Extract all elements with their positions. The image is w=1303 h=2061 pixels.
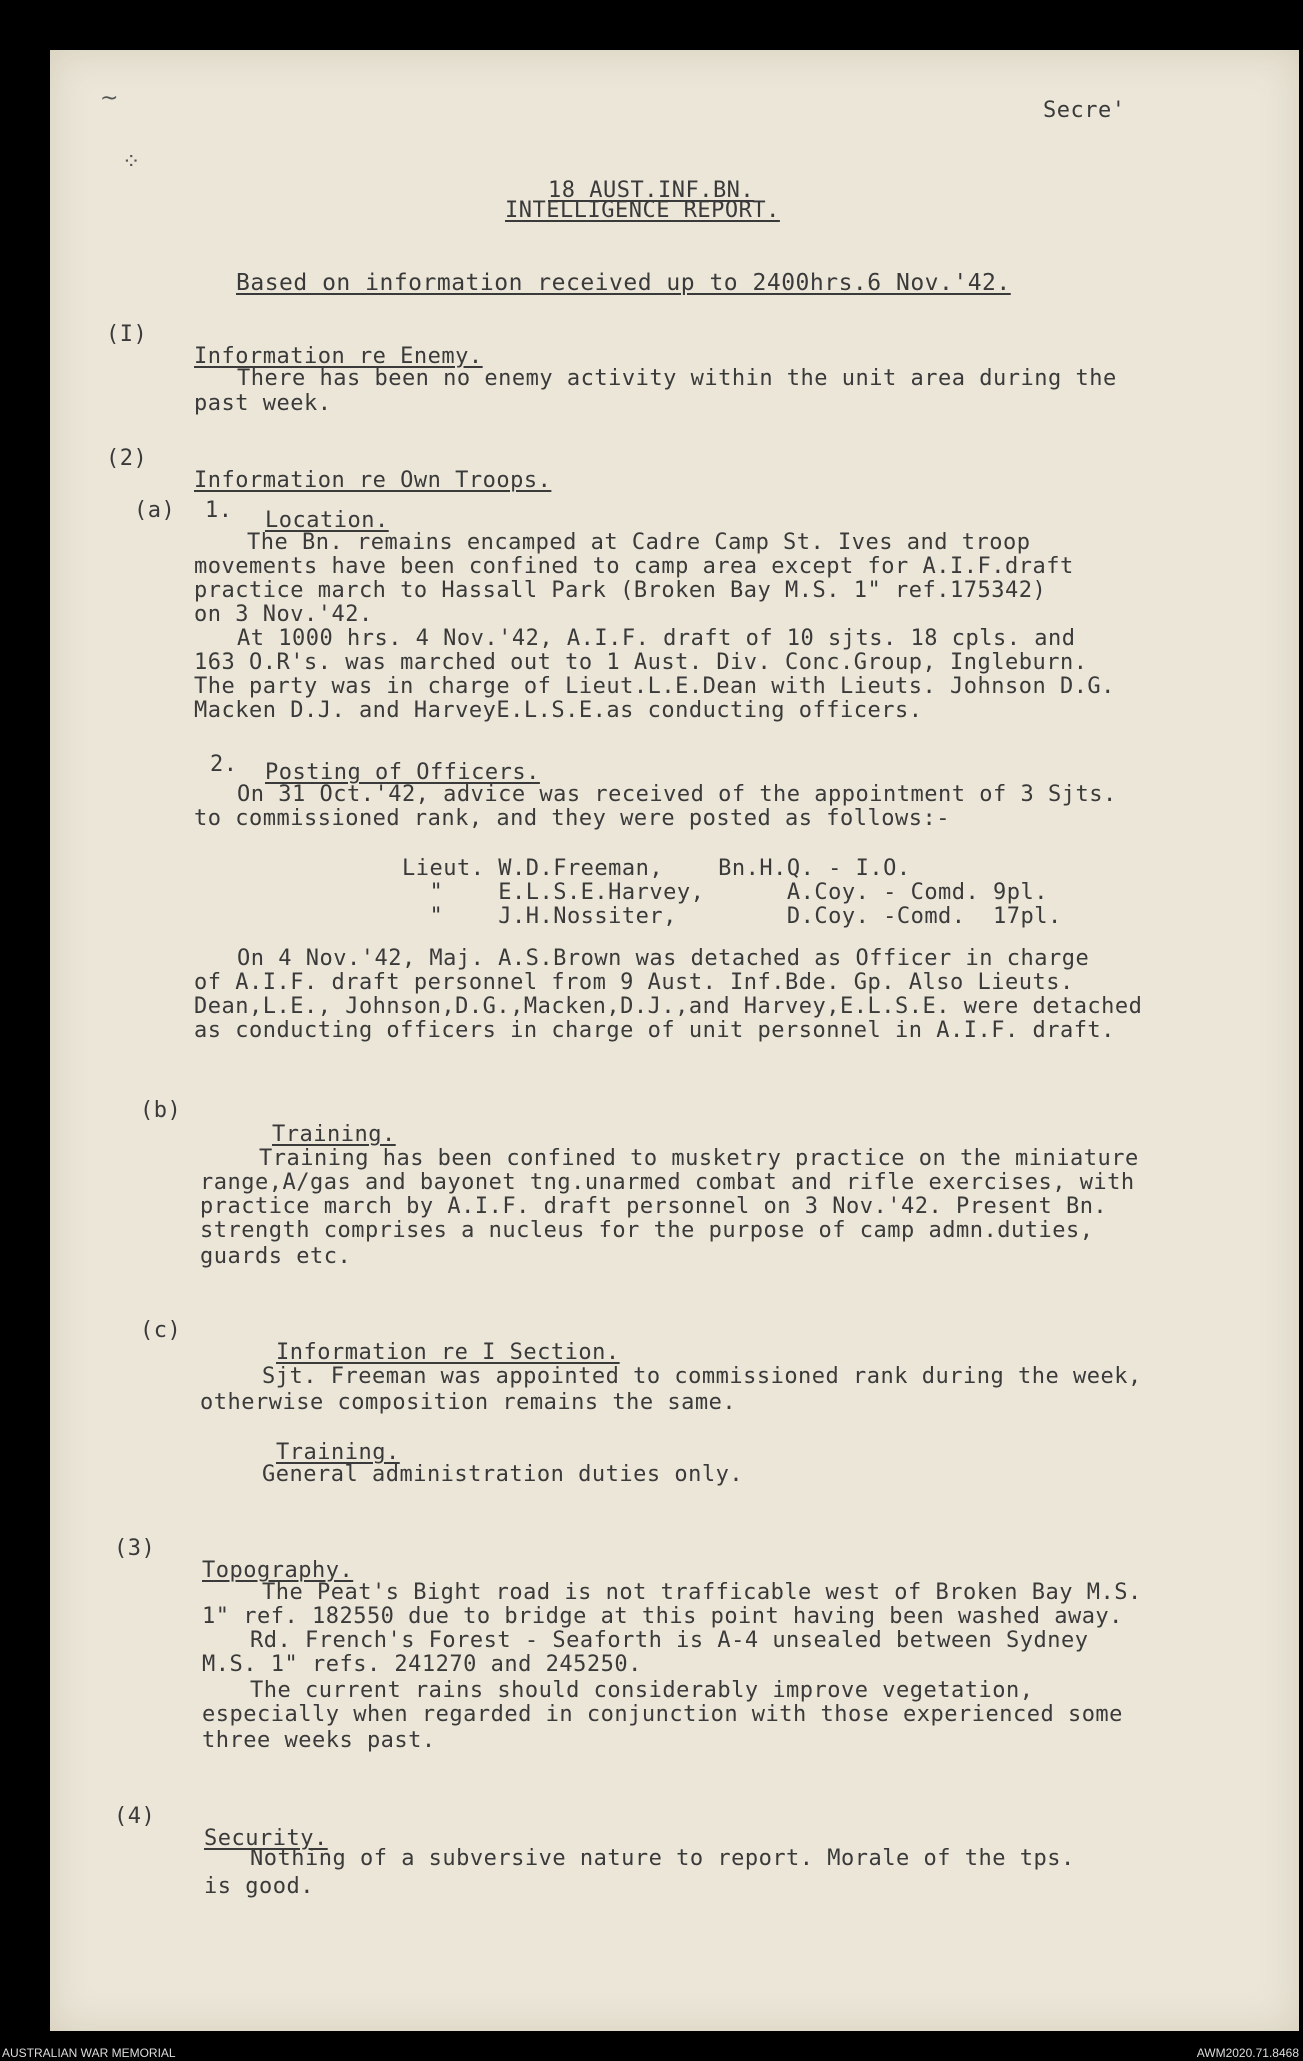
- paragraph-line: The Bn. remains encamped at Cadre Camp St. Ives and troop: [247, 530, 1031, 555]
- classification-stamp: Secre': [1043, 98, 1126, 123]
- section-heading: Information re Enemy.: [194, 344, 483, 369]
- paragraph-line: Sjt. Freeman was appointed to commissioned rank during the week,: [262, 1364, 1142, 1389]
- section-number: (4): [114, 1804, 156, 1829]
- item-number: 2.: [210, 752, 238, 777]
- subsection-label: (c): [140, 1318, 182, 1343]
- posting-line: " E.L.S.E.Harvey, A.Coy. - Comd. 9pl.: [402, 880, 1049, 905]
- paragraph-line: practice march by A.I.F. draft personnel on 3 Nov.'42. Present Bn.: [200, 1194, 1108, 1219]
- paragraph-line: practice march to Hassall Park (Broken Bay M.S. 1" ref.175342): [194, 578, 1047, 603]
- report-basis: Based on information received up to 2400hrs.6 Nov.'42.: [236, 270, 1011, 296]
- paragraph-line: three weeks past.: [202, 1728, 436, 1753]
- subsection-label: (a): [134, 498, 176, 523]
- paragraph-line: especially when regarded in conjunction with those experienced some: [202, 1702, 1123, 1727]
- paragraph-line: Macken D.J. and HarveyE.L.S.E.as conducting officers.: [194, 698, 923, 723]
- archive-reference: AWM2020.71.8468: [1196, 2046, 1299, 2060]
- paragraph-line: of A.I.F. draft personnel from 9 Aust. Inf.Bde. Gp. Also Lieuts.: [194, 970, 1074, 995]
- paragraph-line: to commissioned rank, and they were posted as follows:-: [194, 806, 950, 831]
- paragraph-line: There has been no enemy activity within the unit area during the: [237, 366, 1117, 391]
- paragraph-line: on 3 Nov.'42.: [194, 602, 373, 627]
- paragraph-line: Training has been confined to musketry practice on the miniature: [259, 1146, 1139, 1171]
- paragraph-line: Nothing of a subversive nature to report. Morale of the tps.: [250, 1846, 1075, 1871]
- paragraph-line: Dean,L.E., Johnson,D.G.,Macken,D.J.,and Harvey,E.L.S.E. were detached: [194, 994, 1143, 1019]
- paragraph-line: range,A/gas and bayonet tng.unarmed combat and rifle exercises, with: [200, 1170, 1135, 1195]
- paragraph-line: The current rains should considerably improve vegetation,: [250, 1678, 1034, 1703]
- posting-line: " J.H.Nossiter, D.Coy. -Comd. 17pl.: [402, 904, 1062, 929]
- paragraph-line: is good.: [204, 1874, 314, 1899]
- paragraph-line: Rd. French's Forest - Seaforth is A-4 unsealed between Sydney: [250, 1628, 1089, 1653]
- paragraph-line: otherwise composition remains the same.: [200, 1390, 737, 1415]
- section-number: (3): [114, 1536, 156, 1561]
- report-subtitle: INTELLIGENCE REPORT.: [505, 198, 780, 223]
- paragraph-line: On 31 Oct.'42, advice was received of the appointment of 3 Sjts.: [237, 782, 1117, 807]
- subsection-label: (b): [140, 1098, 182, 1123]
- section-heading: Security.: [204, 1826, 328, 1851]
- report-title: 18 AUST.INF.BN.: [548, 178, 755, 203]
- paragraph-line: On 4 Nov.'42, Maj. A.S.Brown was detached as Officer in charge: [237, 946, 1090, 971]
- subsection-heading: Information re I Section.: [276, 1340, 620, 1365]
- paragraph-line: strength comprises a nucleus for the purpose of camp admn.duties,: [200, 1218, 1094, 1243]
- paragraph-line: past week.: [194, 391, 332, 416]
- paragraph-line: movements have been confined to camp area except for A.I.F.draft: [194, 554, 1074, 579]
- item-number: 1.: [205, 498, 233, 523]
- section-heading: Topography.: [202, 1558, 354, 1583]
- paragraph-line: The party was in charge of Lieut.L.E.Dean with Lieuts. Johnson D.G.: [194, 674, 1115, 699]
- paragraph-line: At 1000 hrs. 4 Nov.'42, A.I.F. draft of 10 sjts. 18 cpls. and: [237, 626, 1076, 651]
- paragraph-line: 163 O.R's. was marched out to 1 Aust. Div. Conc.Group, Ingleburn.: [194, 650, 1088, 675]
- paragraph-line: General administration duties only.: [262, 1462, 744, 1487]
- ink-mark: ⁘: [122, 150, 141, 175]
- archive-credit: AUSTRALIAN WAR MEMORIAL: [2, 2046, 176, 2060]
- paragraph-line: 1" ref. 182550 due to bridge at this point having been washed away.: [202, 1604, 1123, 1629]
- ink-mark: ~: [100, 86, 119, 111]
- paragraph-line: M.S. 1" refs. 241270 and 245250.: [202, 1652, 642, 1677]
- section-heading: Information re Own Troops.: [194, 468, 552, 493]
- paragraph-line: as conducting officers in charge of unit personnel in A.I.F. draft.: [194, 1018, 1115, 1043]
- subsection-heading: Training.: [276, 1440, 400, 1465]
- item-heading: Location.: [265, 508, 389, 533]
- item-heading: Posting of Officers.: [265, 760, 540, 785]
- subsection-heading: Training.: [272, 1122, 396, 1147]
- section-number: (I): [106, 322, 148, 347]
- posting-line: Lieut. W.D.Freeman, Bn.H.Q. - I.O.: [402, 856, 911, 881]
- paragraph-line: The Peat's Bight road is not trafficable west of Broken Bay M.S.: [262, 1580, 1142, 1605]
- paragraph-line: guards etc.: [200, 1244, 352, 1269]
- section-number: (2): [106, 446, 148, 471]
